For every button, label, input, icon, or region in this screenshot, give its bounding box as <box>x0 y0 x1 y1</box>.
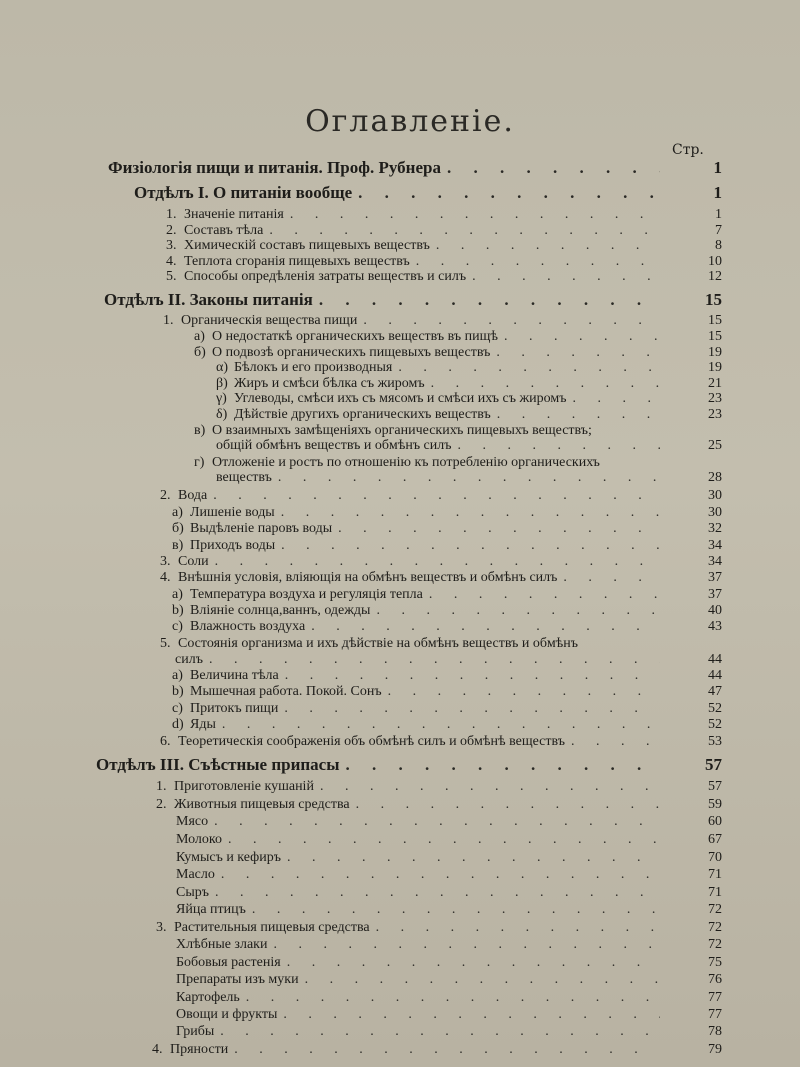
toc-entry-number: 1. <box>163 313 177 328</box>
toc-entry-title: Яды <box>190 717 216 732</box>
dot-leader <box>447 158 660 178</box>
toc-entry-number: 6. <box>160 734 174 749</box>
toc-section-heading <box>96 755 660 775</box>
toc-entry-title: Вліяніе солнца,ваннъ, одежды <box>190 603 371 618</box>
toc-page-number: 52 <box>708 717 722 732</box>
toc-entry-title: Температура воздуха и регуляція тепла <box>190 587 423 602</box>
toc-page-number: 10 <box>708 254 722 269</box>
toc-entry-title: Отдѣлъ I. О питаніи вообще <box>134 183 353 202</box>
toc-entry-title: О взаимныхъ замѣщеніяхъ органическихъ пищевыхъ веществъ; <box>212 423 592 438</box>
toc-page-number: 70 <box>708 850 722 865</box>
toc-section-heading <box>108 158 660 178</box>
toc-entry <box>176 972 660 992</box>
toc-entry-title: Мышечная работа. Покой. Сонъ <box>190 684 382 699</box>
dot-leader <box>496 345 660 361</box>
toc-entry-title: Теплота сгоранія пищевыхъ веществъ <box>184 254 410 269</box>
dot-leader <box>472 269 660 285</box>
toc-entry-title: Способы опредѣленія затраты веществъ и силъ <box>184 269 467 284</box>
dot-leader <box>285 668 660 684</box>
toc-entry-title: О подвозѣ органическихъ пищевыхъ веществъ <box>212 345 491 360</box>
toc-entry <box>176 814 660 834</box>
toc-entry <box>176 1024 660 1044</box>
toc-page-number: 76 <box>708 972 722 987</box>
toc-entry-number: c) <box>172 701 187 716</box>
dot-leader <box>431 376 660 392</box>
toc-page-number: 23 <box>708 407 722 422</box>
toc-entry-title: Величина тѣла <box>190 668 279 683</box>
toc-page-number: 72 <box>708 902 722 917</box>
dot-leader <box>215 554 660 570</box>
toc-entry-title: Отдѣлъ II. Законы питанія <box>104 290 313 309</box>
toc-entry <box>176 902 660 922</box>
toc-page-number: 21 <box>708 376 722 391</box>
toc-page-number: 1 <box>715 207 722 222</box>
toc-page-number: 37 <box>708 570 722 585</box>
dot-leader <box>221 867 660 883</box>
toc-page-number: 15 <box>705 290 722 309</box>
toc-entry-title: Пряности <box>170 1042 229 1057</box>
toc-page-number: 77 <box>708 1007 722 1022</box>
dot-leader <box>220 1024 660 1040</box>
toc-entry-number: 2. <box>156 797 170 812</box>
toc-entry <box>216 470 660 490</box>
toc-page-number: 57 <box>705 755 722 774</box>
toc-entry-title: Составъ тѣла <box>184 223 264 238</box>
toc-page-number: 75 <box>708 955 722 970</box>
toc-entry-title: Внѣшнія условія, вліяющія на обмѣнъ веществъ и обмѣнъ силъ <box>178 570 558 585</box>
dot-leader <box>209 652 660 668</box>
toc-page-number: 79 <box>708 1042 722 1057</box>
toc-entry-title: Приготовленіе кушаній <box>174 779 314 794</box>
toc-entry-number: a) <box>172 587 187 602</box>
dot-leader <box>284 701 660 717</box>
toc-entry-title: Мясо <box>176 814 209 829</box>
dot-leader <box>497 407 660 423</box>
toc-entry <box>166 269 660 289</box>
dot-leader <box>213 488 660 504</box>
toc-entry <box>176 832 660 852</box>
toc-entry-title: Теоретическія соображенія объ обмѣнѣ силъ и обмѣнѣ веществъ <box>178 734 566 749</box>
toc-page-number: 30 <box>708 505 722 520</box>
dot-leader <box>346 755 660 775</box>
toc-entry-number: 4. <box>166 254 180 269</box>
dot-leader <box>305 972 660 988</box>
toc-page-number: 72 <box>708 937 722 952</box>
toc-entry-title: Физіологія пищи и питанія. Проф. Рубнера <box>108 158 441 177</box>
toc-entry-number: γ) <box>216 391 231 406</box>
toc-entry-number: b) <box>172 684 188 699</box>
toc-entry-title: Вода <box>178 488 208 503</box>
toc-entry-number: б) <box>194 345 210 360</box>
toc-entry-number: 5. <box>160 636 174 651</box>
toc-entry-title: Грибы <box>176 1024 215 1039</box>
toc-page-number: 47 <box>708 684 722 699</box>
toc-entry-number: а) <box>194 329 209 344</box>
toc-page-number: 60 <box>708 814 722 829</box>
toc-page-number: 19 <box>708 345 722 360</box>
toc-page-number: 44 <box>708 652 722 667</box>
toc-page-number: 1 <box>713 183 722 202</box>
toc-section-heading <box>104 290 660 310</box>
toc-page-number: 77 <box>708 990 722 1005</box>
toc-entry-title: Жиръ и смѣси бѣлка съ жиромъ <box>234 376 425 391</box>
toc-entry-title: Дѣйствіе другихъ органическихъ веществъ <box>234 407 491 422</box>
dot-leader <box>252 902 660 918</box>
toc-entry-number: c) <box>172 619 187 634</box>
toc-entry-title: Кумысъ и кефиръ <box>176 850 281 865</box>
toc-entry-title: Сыръ <box>176 885 209 900</box>
dot-leader <box>283 1007 660 1023</box>
toc-entry-number: d) <box>172 717 188 732</box>
dot-leader <box>234 1042 660 1058</box>
toc-entry-title: Отложеніе и ростъ по отношенію къ потребленію органическихъ <box>212 455 600 470</box>
toc-page-number: 71 <box>708 867 722 882</box>
toc-entry-number: 4. <box>160 570 174 585</box>
dot-leader <box>436 238 660 254</box>
toc-entry-title: Влажность воздуха <box>190 619 306 634</box>
toc-entry-title: Соли <box>178 554 209 569</box>
toc-entry-number: а) <box>172 505 187 520</box>
toc-entry-number: в) <box>172 538 187 553</box>
toc-page-number: 30 <box>708 488 722 503</box>
toc-page-number: 23 <box>708 391 722 406</box>
toc-page-number: 8 <box>715 238 722 253</box>
toc-page-number: 78 <box>708 1024 722 1039</box>
dot-leader <box>376 920 660 936</box>
toc-entry-title: Яйца птицъ <box>176 902 246 917</box>
dot-leader <box>358 183 660 203</box>
dot-leader <box>429 587 660 603</box>
toc-entry-number: 3. <box>160 554 174 569</box>
toc-entry-number: α) <box>216 360 232 375</box>
toc-entry-title: О недостаткѣ органическихъ веществъ въ пищѣ <box>212 329 499 344</box>
toc-entry-number: 5. <box>166 269 180 284</box>
toc-page-number: 67 <box>708 832 722 847</box>
toc-section-heading <box>134 183 660 203</box>
toc-page-number: 7 <box>715 223 722 238</box>
toc-entry-number: г) <box>194 455 208 470</box>
toc-entry-title: Значеніе питанія <box>184 207 284 222</box>
dot-leader <box>273 937 660 953</box>
dot-leader <box>228 832 660 848</box>
toc-page-number: 19 <box>708 360 722 375</box>
page-title: Оглавленіе. <box>305 104 515 139</box>
toc-page-number: 28 <box>708 470 722 485</box>
toc-entry-title: Растительныя пищевыя средства <box>174 920 370 935</box>
toc-page-number: 15 <box>708 329 722 344</box>
dot-leader <box>269 223 660 239</box>
toc-entry-title: Лишеніе воды <box>190 505 275 520</box>
toc-entry-title: общій обмѣнъ веществъ и обмѣнъ силъ <box>216 438 452 453</box>
toc-page-number: 1 <box>713 158 722 177</box>
toc-entry-title: Бѣлокъ и его производныя <box>234 360 393 375</box>
dot-leader <box>278 470 660 486</box>
toc-entry-title: Притокъ пищи <box>190 701 279 716</box>
dot-leader <box>457 438 660 454</box>
toc-page-number: 43 <box>708 619 722 634</box>
toc-entry-title: Овощи и фрукты <box>176 1007 278 1022</box>
dot-leader <box>287 850 660 866</box>
dot-leader <box>571 734 660 750</box>
toc-entry-title: Животныя пищевыя средства <box>174 797 350 812</box>
toc-entry-title: Отдѣлъ III. Съѣстные припасы <box>96 755 340 774</box>
toc-page-number: 12 <box>708 269 722 284</box>
toc-page-number: 37 <box>708 587 722 602</box>
dot-leader <box>215 885 660 901</box>
dot-leader <box>563 570 660 586</box>
dot-leader <box>311 619 660 635</box>
dot-leader <box>572 391 660 407</box>
toc-page-number: 71 <box>708 885 722 900</box>
toc-entry-number: δ) <box>216 407 231 422</box>
toc-entry <box>152 1042 660 1062</box>
toc-entry-number: 1. <box>156 779 170 794</box>
toc-page-number: 57 <box>708 779 722 794</box>
toc-entry-number: 2. <box>160 488 174 503</box>
toc-entry-title: Углеводы, смѣси ихъ съ мясомъ и смѣси ихъ съ жиромъ <box>234 391 567 406</box>
toc-entry-number: б) <box>172 521 188 536</box>
toc-page-number: 53 <box>708 734 722 749</box>
toc-entry <box>156 779 660 799</box>
dot-leader <box>281 538 660 554</box>
dot-leader <box>338 521 660 537</box>
toc-page-number: 34 <box>708 554 722 569</box>
toc-entry-title: Органическія вещества пищи <box>181 313 358 328</box>
toc-page-number: 44 <box>708 668 722 683</box>
toc-entry-number: 2. <box>166 223 180 238</box>
toc-entry-title: Препараты изъ муки <box>176 972 299 987</box>
toc-entry-title: силъ <box>175 652 203 667</box>
toc-entry-title: Выдѣленіе паровъ воды <box>190 521 333 536</box>
toc-page-number: 15 <box>708 313 722 328</box>
toc-entry-title: веществъ <box>216 470 272 485</box>
toc-entry-title: Химическій составъ пищевыхъ веществъ <box>184 238 430 253</box>
toc-page-number: 32 <box>708 521 722 536</box>
dot-leader <box>356 797 660 813</box>
toc-entry-title: Хлѣбные злаки <box>176 937 268 952</box>
toc-page-number: 52 <box>708 701 722 716</box>
toc-entry-number: в) <box>194 423 209 438</box>
toc-page-number: 25 <box>708 438 722 453</box>
dot-leader <box>376 603 660 619</box>
toc-entry-title: Бобовыя растенія <box>176 955 281 970</box>
dot-leader <box>287 955 660 971</box>
dot-leader <box>320 779 660 795</box>
toc-entry <box>176 867 660 887</box>
toc-entry-number: 1. <box>166 207 180 222</box>
dot-leader <box>363 313 660 329</box>
toc-entry-number: 3. <box>156 920 170 935</box>
toc-entry-title: Состоянія организма и ихъ дѣйствіе на обмѣнъ веществъ и обмѣнъ <box>178 636 579 651</box>
toc-page-number: 59 <box>708 797 722 812</box>
toc-entry-number: a) <box>172 668 187 683</box>
toc-entry-title: Молоко <box>176 832 222 847</box>
dot-leader <box>398 360 660 376</box>
toc-entry-number: β) <box>216 376 232 391</box>
toc-entry <box>176 937 660 957</box>
page-column-header: Стр. <box>672 142 704 158</box>
toc-entry-number: b) <box>172 603 188 618</box>
dot-leader <box>281 505 660 521</box>
dot-leader <box>246 990 660 1006</box>
dot-leader <box>290 207 660 223</box>
toc-entry-title: Картофель <box>176 990 240 1005</box>
toc-entry-number: 4. <box>152 1042 166 1057</box>
dot-leader <box>319 290 660 310</box>
toc-entry <box>160 734 660 754</box>
dot-leader <box>504 329 660 345</box>
toc-entry-title: Приходъ воды <box>190 538 276 553</box>
dot-leader <box>222 717 660 733</box>
dot-leader <box>388 684 660 700</box>
dot-leader <box>214 814 660 830</box>
dot-leader <box>416 254 660 270</box>
toc-page-number: 34 <box>708 538 722 553</box>
toc-entry-number: 3. <box>166 238 180 253</box>
toc-page-number: 40 <box>708 603 722 618</box>
toc-entry-title: Масло <box>176 867 215 882</box>
toc-page-number: 72 <box>708 920 722 935</box>
